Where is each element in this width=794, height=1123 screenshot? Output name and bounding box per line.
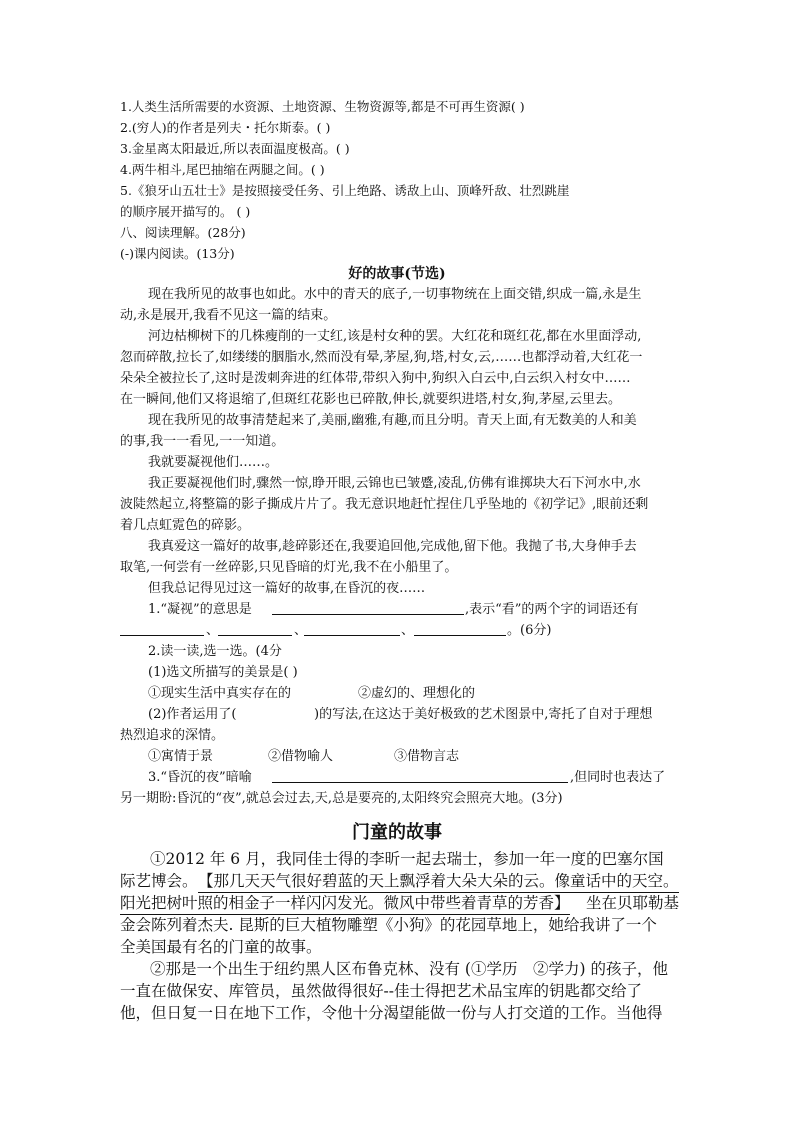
q2-sub2-option-2: ②借物喻人 [268, 749, 334, 764]
q2-sub1-option-a: ①现实生活中真实存在的 [148, 686, 292, 701]
section-subheading: (-)课内阅读。(13分) [120, 246, 235, 261]
q1-blank-word-3[interactable] [304, 635, 400, 636]
q2-prompt: 2.读一读,选一选。(4分 [148, 644, 282, 659]
q1-prompt-2: ,表示“看”的两个字的词语还有 [465, 602, 639, 617]
q1-separator: 、 [206, 623, 220, 638]
passage2-title: 门童的故事 [352, 822, 442, 843]
passage1-line: 我真爱这一篇好的故事,趁碎影还在,我要追回他,完成他,留下他。我抛了书,大身伸手去 [148, 539, 637, 554]
passage1-line: 的事,我一一看见,一一知道。 [120, 434, 285, 449]
passage2-line: 金会陈列着杰夫. 昆斯的巨大植物雕塑《小狗》的花园草地上，她给我讲了一个 [120, 916, 657, 934]
passage2-line: 全美国最有名的门童的故事。 [120, 938, 322, 956]
judge-q5-line2: 的顺序展开描写的。 ( ) [120, 204, 251, 219]
q1-separator: 、 [294, 623, 308, 638]
q1-separator: 、 [401, 623, 415, 638]
q1-blank-word-1[interactable] [120, 635, 204, 636]
passage2-line: 他，但日复一日在地下工作，令他十分渴望能做一份与人打交道的工作。当他得 [120, 1004, 663, 1022]
q3-continuation: 另一期盼:昏沉的“夜”,就总会过去,天,总是要亮的,太阳终究会照亮大地。(3分) [120, 791, 563, 806]
passage1-line: 取笔,一何尝有一丝碎影,只见昏暗的灯光,我不在小船里了。 [120, 560, 458, 575]
q3-prompt: 3.“昏沉的夜”暗喻 [148, 770, 252, 785]
passage1-line: 动,永是展开,我看不见这一篇的结束。 [120, 308, 337, 323]
passage2-line: 一直在做保安、库管员，虽然做得很好--佳士得把艺术品宝库的钥匙都交给了 [120, 982, 642, 1000]
q2-sub1: (1)选文所描写的美景是( ) [148, 665, 298, 680]
passage1-line: 波陡然起立,将整篇的影子撕成片片了。我无意识地赶忙捏住几乎坠地的《初学记》,眼前还剩 [120, 497, 649, 512]
q2-sub2-option-3: ③借物言志 [394, 749, 460, 764]
q1-prompt: 1.“凝视”的意思是 [148, 602, 252, 617]
passage1-line: 朵朵全被拉长了,这时是泼刺奔进的红体带,带织入狗中,狗织入白云中,白云织入村女中…… [120, 371, 631, 386]
q1-blank-word-2[interactable] [218, 635, 292, 636]
q2-sub2-rest: )的写法,在这达于美好极致的艺术图景中,寄托了自对于理想 [314, 707, 653, 722]
passage2-line: 坐在贝耶勒基 [586, 894, 680, 912]
passage1-line: 忽而碎散,拉长了,如缕缕的胭脂水,然而没有晕,茅屋,狗,塔,村女,云,……也都浮动着,大红花一 [120, 350, 643, 365]
q2-sub1-option-b: ②虚幻的、理想化的 [358, 686, 476, 701]
passage1-line: 现在我所见的故事清楚起来了,美丽,幽雅,有趣,而且分明。青天上面,有无数美的人和美 [148, 413, 637, 428]
q2-sub2-end: 热烈追求的深情。 [120, 728, 225, 743]
passage1-line: 在一瞬间,他们又将退缩了,但斑红花影也已碎散,伸长,就要织进塔,村女,狗,茅屋,云里去。 [120, 392, 622, 407]
q1-blank-word-4[interactable] [414, 635, 506, 636]
q2-sub2-start: (2)作者运用了( [148, 707, 237, 722]
passage1-line: 我就要凝视他们……。 [148, 455, 279, 470]
judge-q4: 4.两牛相斗,尾巴抽缩在两腿之间。( ) [120, 162, 325, 177]
q3-blank[interactable] [272, 782, 568, 783]
judge-q3: 3.金星离太阳最近,所以表面温度极高。( ) [120, 141, 350, 156]
q1-score: 。(6分) [507, 623, 552, 638]
passage2-line: 际艺博会。 [120, 872, 198, 890]
passage2-underlined-sentence-2: 阳光把树叶照的相金子一样闪闪发光。微风中带些着青草的芳香】 [120, 892, 570, 915]
passage2-line: ②那是一个出生于纽约黑人区布鲁克林、没有 (①学历 ②学力) 的孩子，他 [150, 960, 668, 978]
judge-q2: 2.(穷人)的作者是列夫・托尔斯泰。( ) [120, 120, 331, 135]
section-heading: 八、阅读理解。(28分) [120, 225, 246, 240]
passage1-line: 河边枯柳树下的几株瘦削的一丈红,该是村女种的罢。大红花和斑红花,都在水里面浮动, [148, 329, 642, 344]
passage1-line: 我正要凝视他们时,骤然一惊,睁开眼,云锦也已皱蹙,凌乱,仿佛有谁掷块大石下河水中,水 [148, 476, 641, 491]
judge-q1: 1.人类生活所需要的水资源、土地资源、生物资源等,都是不可再生资源( ) [120, 99, 525, 114]
q2-sub2-option-1: ①寓情于景 [148, 749, 214, 764]
passage1-line: 但我总记得见过这一篇好的故事,在昏沉的夜…… [148, 581, 426, 596]
passage1-line: 现在我所见的故事也如此。水中的青天的底子,一切事物统在上面交错,织成一篇,永是生 [148, 287, 642, 302]
passage2-line: ①2012 年 6 月，我同佳士得的李昕一起去瑞士，参加一年一度的巴塞尔国 [150, 850, 664, 868]
q1-blank-meaning[interactable] [272, 614, 464, 615]
passage1-line: 着几点虹霓色的碎影。 [120, 518, 251, 533]
passage2-underlined-sentence-1: 【那几天天气很好碧蓝的天上飘浮着大朵大朵的云。像童话中的天空。 [198, 870, 679, 893]
judge-q5-line1: 5.《狼牙山五壮士》是按照接受任务、引上绝路、诱敌上山、顶峰歼敌、壮烈跳崖 [120, 183, 570, 198]
passage1-title: 好的故事(节选) [348, 266, 446, 282]
q3-prompt-2: ,但同时也表达了 [570, 770, 666, 785]
